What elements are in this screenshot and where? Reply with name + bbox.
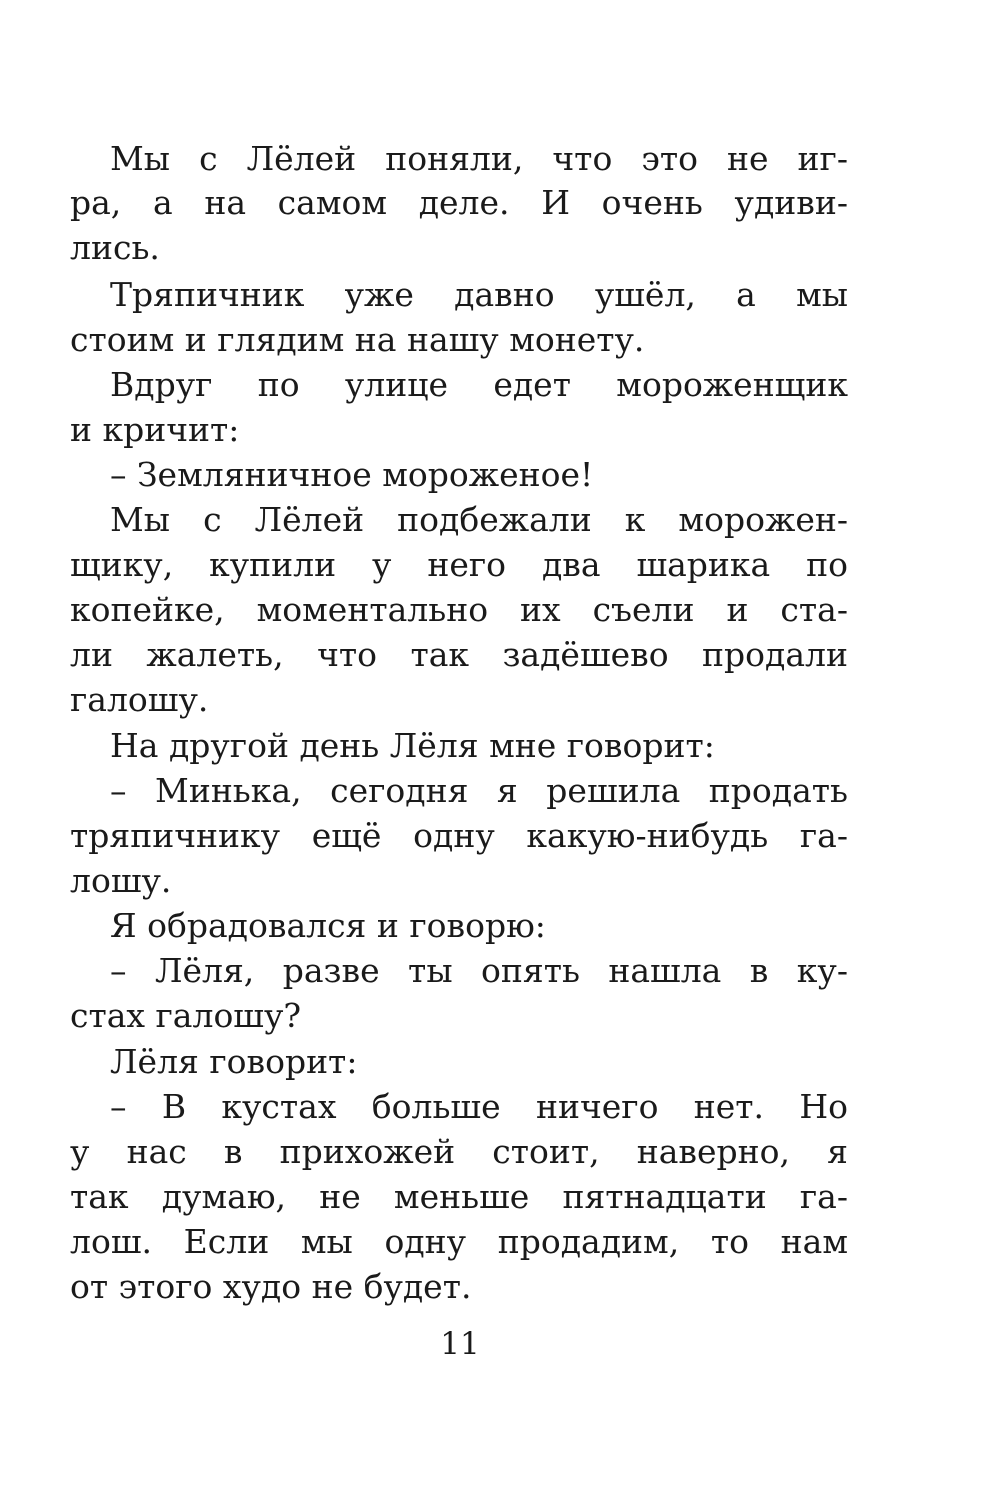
text-line: тряпичнику ещё одну какую-нибудь га- <box>70 816 848 855</box>
text-line: и кричит: <box>70 410 240 449</box>
text-line: На другой день Лёля мне говорит: <box>110 726 715 765</box>
text-line: – Минька, сегодня я решила продать <box>110 771 848 810</box>
text-line: лись. <box>70 228 160 267</box>
text-line: так думаю, не меньше пятнадцати га- <box>70 1177 848 1216</box>
text-line: – В кустах больше ничего нет. Но <box>110 1087 848 1126</box>
text-line: копейке, моментально их съели и ста- <box>70 590 848 629</box>
text-line: галошу. <box>70 680 209 719</box>
text-line: Я обрадовался и говорю: <box>110 906 546 945</box>
text-line: – Земляничное мороженое! <box>110 455 594 494</box>
text-line: у нас в прихожей стоит, наверно, я <box>70 1132 848 1171</box>
text-line: ли жалеть, что так задёшево продали <box>70 635 848 674</box>
text-line: от этого худо не будет. <box>70 1267 472 1306</box>
text-line: щику, купили у него два шарика по <box>70 545 848 584</box>
text-line: Мы с Лёлей подбежали к морожен- <box>110 500 848 539</box>
text-line: стах галошу? <box>70 996 302 1035</box>
text-line: стоим и глядим на нашу монету. <box>70 320 645 359</box>
text-line: Вдруг по улице едет мороженщик <box>110 365 848 404</box>
page-number: 11 <box>440 1326 480 1362</box>
text-line: лош. Если мы одну продадим, то нам <box>70 1222 848 1261</box>
text-line: Тряпичник уже давно ушёл, а мы <box>110 275 848 314</box>
text-line: – Лёля, разве ты опять нашла в ку- <box>110 951 848 990</box>
text-line: ра, а на самом деле. И очень удиви- <box>70 183 848 222</box>
text-line: Мы с Лёлей поняли, что это не иг- <box>110 139 848 178</box>
text-line: Лёля говорит: <box>110 1042 358 1081</box>
text-line: лошу. <box>70 861 172 900</box>
